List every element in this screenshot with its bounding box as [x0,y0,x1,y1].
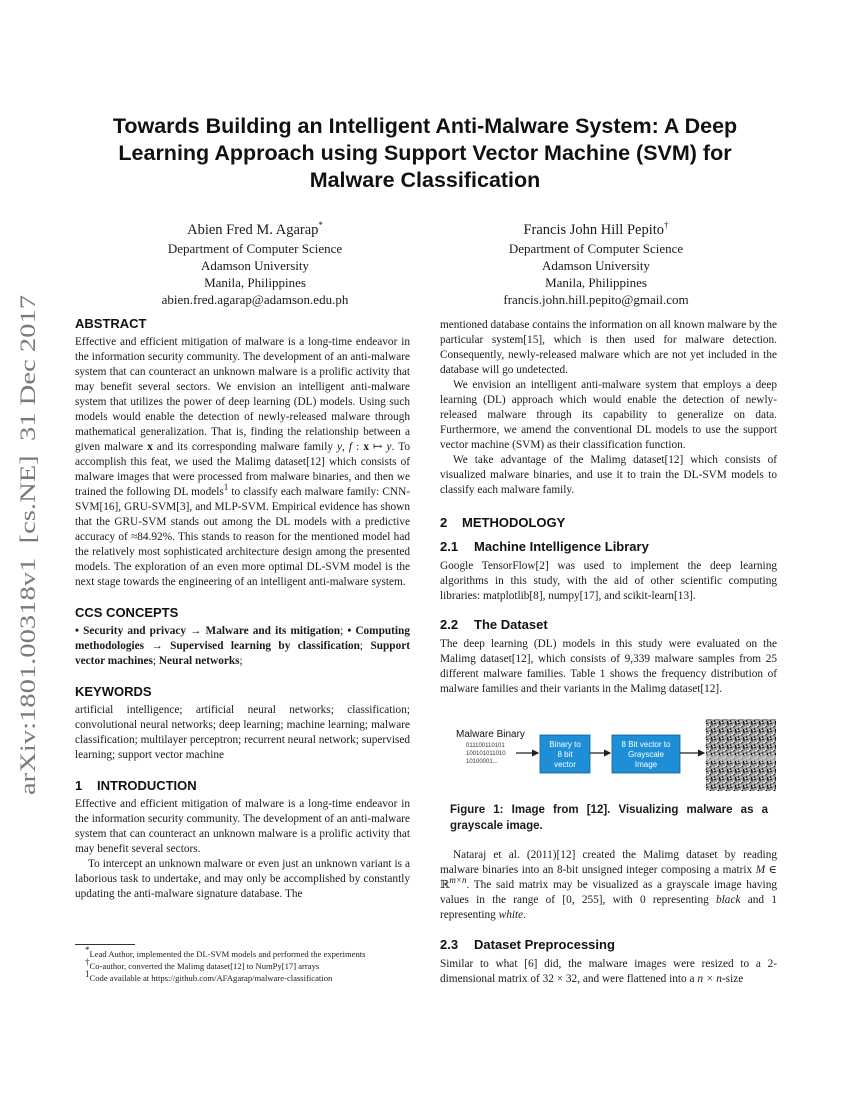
abstract-text: Effective and efficient mitigation of malware is a long-time endeavor in the information security community. The development of an anti-malware system that can counteract an unknown malware is a prolific activity that may benefit several sectors. We envision an intelligent anti-malware system that utilizes the power of deep learning (DL) models. Using such models would enable the detection of newly-released malware through mathematical generalization. That is, finding the relationship between a given malware x and its corresponding malware family y, f : x ↦ y. To accomplish this feat, we used the Malimg dataset[12] which consists of malware images that were processed from malware binaries, and then we trained the following DL models$^1$ to classify each malware family: CNN-SVM[16], GRU-SVM[3], and MLP-SVM. Empirical evidence has shown that the GRU-SVM stands out among the DL models with a predictive accuracy of ≈84.92%. This stands to reason for the mentioned model had the relatively most sophisticated architecture design among the presented models. The exploration of an even more optimal DL-SVM model is the next stage towards the engineering of an intelligent anti-malware system. [75,336,411,588]
author-name: Abien Fred M. Agarap* [187,220,323,238]
methodology-heading: 2 METHODOLOGY [440,515,566,530]
author-dept: Department of Computer Science [167,241,343,256]
title-line-2: Learning Approach using Support Vector Machine (SVM) for [118,141,732,165]
author-location: Manila, Philippines [204,275,306,290]
right-column-bottom [440,848,777,987]
figure-1 [450,715,780,795]
author-block-2 [446,221,746,308]
author-mark: * [318,220,323,231]
figure-box-2-line-3: Image [634,760,658,769]
intro-paragraph-3: We envision an intelligent anti-malware system that employs a deep learning (DL) approach which would enable the detection of newly-released malware through its capability to generalize on data. Furthermore, we amend the conventional DL models to use the support vector machine (SVM) as their classification function. [440,379,777,451]
author-mark: † [664,220,669,231]
arxiv-id: arXiv:1801.00318v1 [cs.NE] 31 Dec 2017 [15,410,40,795]
figure-box-1-line-2: 8 bit [557,750,573,759]
footnote-1: *Lead Author, implemented the DL-SVM models and performed the experiments [85,945,366,959]
figure-box-1-line-1: Binary to [549,740,581,749]
keywords-text: artificial intelligence; artificial neural networks; classification; convolutional neural networks; deep learning; machine learning; malware classification; multilayer perceptron; recurrent neural network; supervised learning; support vector machine [75,704,411,761]
title-line-1: Towards Building an Intelligent Anti-Malware System: A Deep [112,114,738,138]
figure-bits-2: 100101011010 [466,751,506,757]
author-dept: Department of Computer Science [508,241,684,256]
abstract-heading: ABSTRACT [75,316,147,331]
arxiv-stamp [2,290,46,800]
section-2-3-heading: 2.3 Dataset Preprocessing [440,937,615,952]
footnote-2: †Co-author, converted the Malimg dataset[12] to NumPy[17] arrays [85,957,320,971]
author-email: francis.john.hill.pepito@gmail.com [503,292,689,307]
footnote-rule [75,944,135,945]
grayscale-image-band [706,755,776,761]
figure-box-2-line-2: Grayscale [627,750,665,759]
figure-bits-1: 011100110101 [466,743,505,749]
figure-label-binary: Malware Binary [456,729,525,740]
footnotes [85,945,415,984]
author-name: Francis John Hill Pepito† [523,220,669,238]
intro-heading: 1 INTRODUCTION [75,778,197,793]
intro-paragraph-2: To intercept an unknown malware or even just an unknown variant is a laborious task to undertake, and may only be accomplished by constantly updating the anti-malware signature database. The [75,858,410,900]
right-column [440,318,777,697]
intro-paragraph-4: We take advantage of the Malimg dataset[12] which consists of visualized malware binaries, and use it to train the DL-SVM models to classify each malware family. [440,454,777,496]
author-univ: Adamson University [201,258,309,273]
section-2-3-text: Similar to what [6] did, the malware images were resized to a 2-dimensional matrix of 32 × 32, and were flattened into a n × n-size [440,958,777,985]
title-line-3: Malware Classification [309,168,541,192]
paper-title [70,113,780,194]
ccs-heading: CCS CONCEPTS [75,605,179,620]
nataraj-paragraph: Nataraj et al. (2011)[12] created the Malimg dataset by reading malware binaries into an 8-bit unsigned integer composing a matrix M ∈ ℝ$^{m\times n}$. The said matrix may be visualized as a grayscale image having values in the range of [0, 255], with 0 representing black and 1 representing white. [440,849,778,921]
section-2-1-text: Google TensorFlow[2] was used to implement the deep learning algorithms in this study, with the aid of other scientific computing libraries: matplotlib[8], numpy[17], and scikit-learn[13]. [440,560,777,602]
author-email: abien.fred.agarap@adamson.edu.ph [161,292,349,307]
author-univ: Adamson University [542,258,650,273]
figure-bits-3: 10100001... [466,759,498,765]
figure-box-1-line-3: vector [554,760,576,769]
ccs-text: • Security and privacy → Malware and its mitigation; • Computing methodologies → Supervised learning by classification; Support vector machines; Neural networks; [75,625,410,667]
intro-paragraph-1: Effective and efficient mitigation of malware is a long-time endeavor in the information security community. The development of an anti-malware system that can counteract an unknown malware is a prolific activity that may benefit several sectors. [75,798,410,855]
author-location: Manila, Philippines [545,275,647,290]
section-2-2-heading: 2.2 The Dataset [440,617,548,632]
section-2-2-text: The deep learning (DL) models in this study were evaluated on the Malimg dataset[12], which consists of 9,339 malware samples from 25 different malware families. Table 1 shows the frequency distribution of malware families and their variants in the Malimg dataset[12]. [440,638,777,695]
figure-box-2-line-1: 8 Bit vector to [621,740,671,749]
figure-1-caption: Figure 1: Image from [12]. Visualizing malware as a grayscale image. [450,804,768,832]
intro-continued: mentioned database contains the information on all known malware by the particular system[15], which is then used for malware detection. Consequently, newly-released malware which are not yet included in the database will go undetected. [440,319,777,376]
footnote-3: $^1$Code available at https://github.com/AFAgarap/malware-classification [85,969,333,983]
author-block-1 [105,221,405,308]
left-column [75,316,410,902]
keywords-heading: KEYWORDS [75,684,152,699]
section-2-1-heading: 2.1 Machine Intelligence Library [440,539,649,554]
